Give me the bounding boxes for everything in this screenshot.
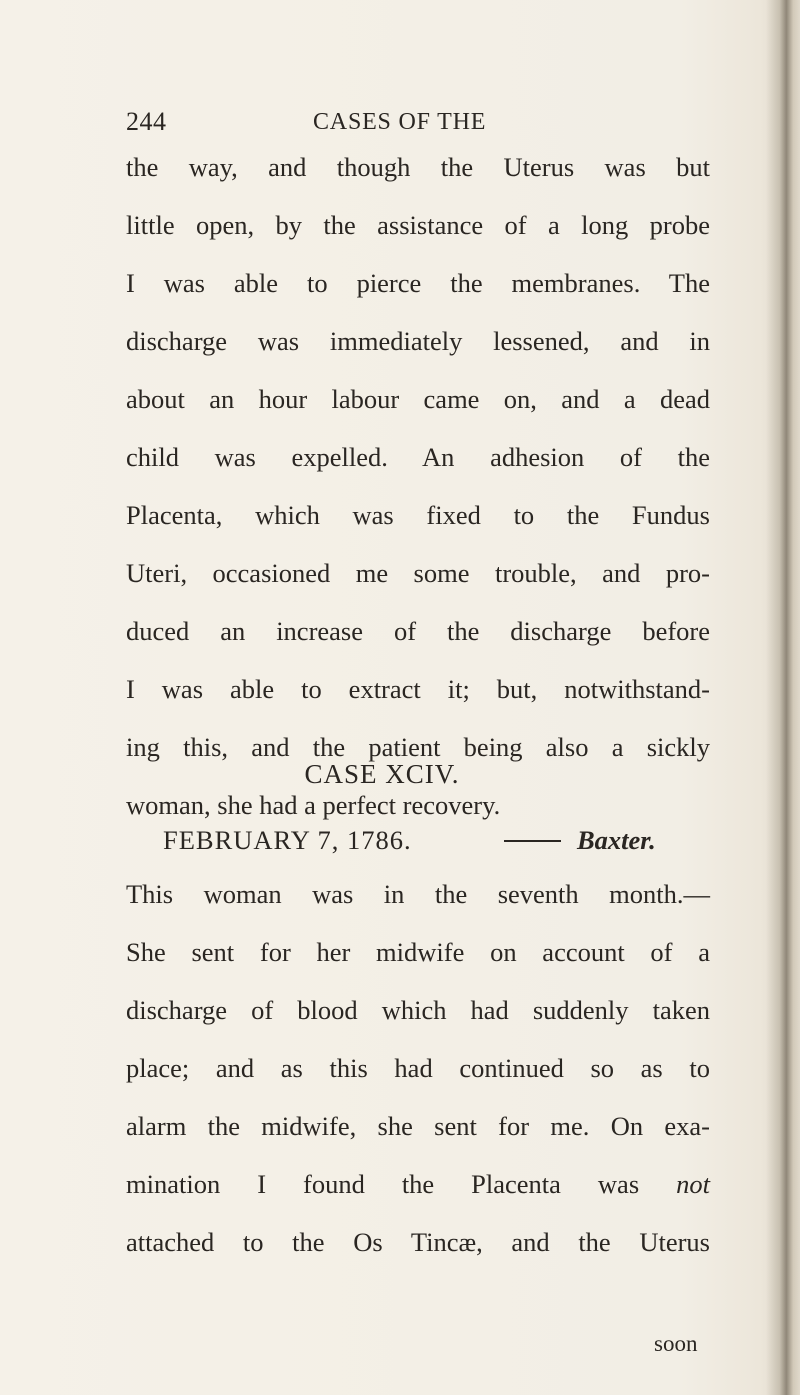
paragraph-1 [126,138,710,834]
text-line: attached to the Os Tincæ, and the Uterus [126,1227,710,1257]
text-line-with-emphasis [126,1155,710,1213]
page-gutter-shadow [766,0,800,1395]
text-line: discharge was immediately lessened, and in [126,326,710,356]
text-line: ing this, and the patient being also a sickly [126,732,710,762]
text-line: I was able to extract it; but, notwithstand- [126,674,710,704]
catchword: soon [654,1331,698,1356]
text-line: alarm the midwife, she sent for me. On exa- [126,1111,710,1141]
text-line: This woman was in the seventh month.— [126,879,710,909]
text-line: the way, and though the Uterus was but [126,152,710,182]
text-line: child was expelled. An adhesion of the [126,442,710,472]
patient-name: Baxter. [577,825,656,855]
text-line: about an hour labour came on, and a dead [126,384,710,414]
text-segment: mination I found the Placenta was [126,1169,640,1199]
running-head: CASES OF THE [313,109,487,135]
emphasized-word: not [676,1169,710,1199]
text-line: I was able to pierce the membranes. The [126,268,710,298]
page-number: 244 [126,107,167,136]
case-heading [0,759,800,790]
text-line: Placenta, which was fixed to the Fundus [126,500,710,530]
text-line: place; and as this had continued so as to [126,1053,710,1083]
case-heading-text: CASE XCIV. [304,759,460,789]
text-line: woman, she had a perfect recovery. [126,790,501,820]
text-line: little open, by the assistance of a long probe [126,210,710,240]
dash-rule [504,840,561,842]
case-date: FEBRUARY 7, 1786. [163,825,412,855]
text-line: She sent for her midwife on account of a [126,937,710,967]
text-line: duced an increase of the discharge before [126,616,710,646]
text-line: Uteri, occasioned me some trouble, and pro- [126,558,710,588]
case-date-line [163,811,711,869]
paragraph-2 [126,865,710,1271]
text-line: discharge of blood which had suddenly taken [126,995,710,1025]
